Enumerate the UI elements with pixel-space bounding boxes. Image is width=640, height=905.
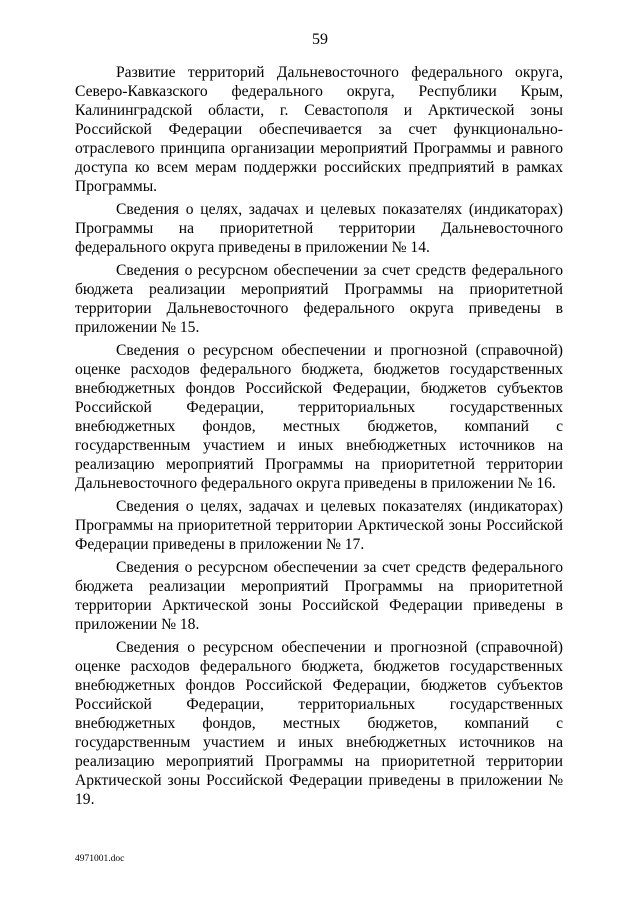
paragraph-development-territories: Развитие территорий Дальневосточного федерального округа, Северо-Кавказского федерального округа, Республики Крым, Калининградской области, г. Севастополя и Арктической зоны Российской Федерации обеспечивается за счет функционально-отраслевого принципа организации мероприятий Программы и равного доступа ко всем мерам поддержки российских предприятий в рамках Программы. (75, 64, 563, 195)
paragraph-far-east-goals: Сведения о целях, задачах и целевых показателях (индикаторах) Программы на приоритетной территории Дальневосточного федерального округа приведены в приложении № 14. (75, 201, 563, 256)
document-id: 4971001.doc (75, 854, 125, 864)
paragraph-arctic-goals: Сведения о целях, задачах и целевых показателях (индикаторах) Программы на приоритетной территории Арктической зоны Российской Федерации приведены в приложении № 17. (75, 498, 563, 553)
document-body (75, 63, 563, 813)
paragraph-far-east-forecast-expenses: Сведения о ресурсном обеспечении и прогнозной (справочной) оценке расходов федерального бюджета, бюджетов государственных внебюджетных фондов Российской Федерации, бюджетов субъектов Российской Федерации, территориальных государственных внебюджетных фондов, местных бюджетов, компаний с государственным участием и иных внебюджетных источников на реализацию мероприятий Программы на приоритетной территории Дальневосточного федерального округа приведены в приложении № 16. (75, 342, 563, 492)
page-number: 59 (312, 31, 328, 48)
paragraph-arctic-forecast-expenses: Сведения о ресурсном обеспечении и прогнозной (справочной) оценке расходов федерального бюджета, бюджетов государственных внебюджетных фондов Российской Федерации, бюджетов субъектов Российской Федерации, территориальных государственных внебюджетных фондов, местных бюджетов, компаний с государственным участием и иных внебюджетных источников на реализацию мероприятий Программы на приоритетной территории Арктической зоны Российской Федерации приведены в приложении № 19. (75, 639, 563, 808)
paragraph-arctic-federal-funding: Сведения о ресурсном обеспечении за счет средств федерального бюджета реализации мероприятий Программы на приоритетной территории Арктической зоны Российской Федерации приведены в приложении № 18. (75, 559, 563, 633)
paragraph-far-east-federal-funding: Сведения о ресурсном обеспечении за счет средств федерального бюджета реализации мероприятий Программы на приоритетной территории Дальневосточного федерального округа приведены в приложении № 15. (75, 262, 563, 336)
